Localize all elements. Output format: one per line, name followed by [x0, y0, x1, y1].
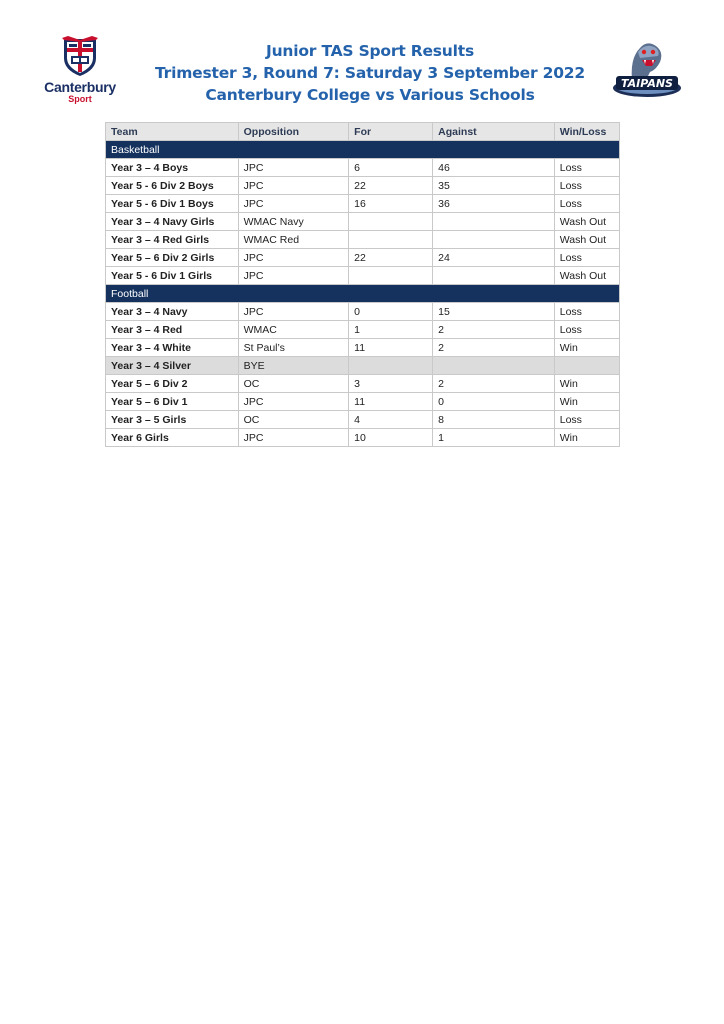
cell-team: Year 3 – 4 Boys — [106, 159, 239, 177]
table-row — [106, 357, 620, 375]
cell-team: Year 3 – 4 Silver — [106, 357, 239, 375]
cell-for — [349, 213, 433, 231]
cell-team: Year 5 – 6 Div 2 Girls — [106, 249, 239, 267]
table-row — [106, 429, 620, 447]
cell-win-loss: Loss — [554, 195, 619, 213]
cell-for: 10 — [349, 429, 433, 447]
cell-win-loss: Win — [554, 429, 619, 447]
section-row-football — [106, 285, 620, 303]
cell-win-loss: Loss — [554, 411, 619, 429]
table-row — [106, 231, 620, 249]
cell-opposition: JPC — [238, 249, 349, 267]
table-header-row — [106, 123, 620, 141]
cell-against: 35 — [433, 177, 555, 195]
results-table — [105, 122, 620, 447]
canterbury-brand-text: Canterbury — [44, 79, 116, 95]
cell-win-loss: Win — [554, 339, 619, 357]
table-row — [106, 195, 620, 213]
cell-for — [349, 231, 433, 249]
cell-opposition: JPC — [238, 429, 349, 447]
cell-win-loss: Loss — [554, 321, 619, 339]
cell-win-loss: Loss — [554, 249, 619, 267]
cell-against: 2 — [433, 375, 555, 393]
cell-team: Year 5 – 6 Div 1 — [106, 393, 239, 411]
cell-against: 2 — [433, 339, 555, 357]
crest-icon — [60, 36, 100, 78]
cell-opposition: BYE — [238, 357, 349, 375]
cell-team: Year 3 – 4 Navy — [106, 303, 239, 321]
table-row — [106, 249, 620, 267]
table-row — [106, 213, 620, 231]
cell-for: 11 — [349, 393, 433, 411]
table-row — [106, 177, 620, 195]
cell-opposition: WMAC Red — [238, 231, 349, 249]
cell-team: Year 3 – 4 Red — [106, 321, 239, 339]
cell-for: 4 — [349, 411, 433, 429]
cell-opposition: JPC — [238, 303, 349, 321]
cell-win-loss: Wash Out — [554, 267, 619, 285]
table-body — [106, 141, 620, 447]
cell-opposition: St Paul’s — [238, 339, 349, 357]
cell-for: 0 — [349, 303, 433, 321]
cell-against — [433, 213, 555, 231]
cell-against: 0 — [433, 393, 555, 411]
cell-team: Year 5 - 6 Div 2 Boys — [106, 177, 239, 195]
cell-opposition: WMAC — [238, 321, 349, 339]
title-line-2: Trimester 3, Round 7: Saturday 3 September 2022 — [155, 64, 585, 82]
cell-opposition: JPC — [238, 393, 349, 411]
cell-team: Year 5 – 6 Div 2 — [106, 375, 239, 393]
cell-for — [349, 267, 433, 285]
header-for: For — [349, 123, 433, 141]
cell-for: 22 — [349, 177, 433, 195]
cell-for: 11 — [349, 339, 433, 357]
cell-team: Year 3 – 4 Red Girls — [106, 231, 239, 249]
cell-against — [433, 357, 555, 375]
cell-opposition: JPC — [238, 267, 349, 285]
table-row — [106, 159, 620, 177]
cell-opposition: JPC — [238, 177, 349, 195]
cell-opposition: JPC — [238, 195, 349, 213]
cell-team: Year 6 Girls — [106, 429, 239, 447]
cell-win-loss — [554, 357, 619, 375]
cell-against — [433, 267, 555, 285]
canterbury-sport-logo — [40, 36, 120, 108]
taipans-logo-text: TAIPANS — [621, 77, 673, 90]
page-title — [150, 40, 590, 106]
cell-win-loss: Loss — [554, 303, 619, 321]
cell-win-loss: Win — [554, 393, 619, 411]
header-against: Against — [433, 123, 555, 141]
table-row — [106, 321, 620, 339]
table-row — [106, 267, 620, 285]
header-opposition: Opposition — [238, 123, 349, 141]
cell-against: 8 — [433, 411, 555, 429]
cell-against — [433, 231, 555, 249]
cell-team: Year 5 - 6 Div 1 Girls — [106, 267, 239, 285]
section-row-basketball — [106, 141, 620, 159]
cell-team: Year 3 – 4 White — [106, 339, 239, 357]
cell-for: 3 — [349, 375, 433, 393]
header-win-loss: Win/Loss — [554, 123, 619, 141]
cell-team: Year 3 – 4 Navy Girls — [106, 213, 239, 231]
cell-win-loss: Loss — [554, 159, 619, 177]
cell-for: 6 — [349, 159, 433, 177]
cell-for — [349, 357, 433, 375]
table-row — [106, 411, 620, 429]
cell-win-loss: Wash Out — [554, 231, 619, 249]
table-row — [106, 339, 620, 357]
header-team: Team — [106, 123, 239, 141]
cell-against: 15 — [433, 303, 555, 321]
cell-opposition: WMAC Navy — [238, 213, 349, 231]
cell-for: 22 — [349, 249, 433, 267]
section-label: Basketball — [106, 141, 620, 159]
cell-opposition: OC — [238, 411, 349, 429]
taipan-snake-icon — [610, 36, 684, 102]
taipans-logo — [610, 36, 684, 102]
cell-for: 1 — [349, 321, 433, 339]
cell-team: Year 3 – 5 Girls — [106, 411, 239, 429]
cell-against: 46 — [433, 159, 555, 177]
title-line-3: Canterbury College vs Various Schools — [205, 86, 535, 104]
cell-team: Year 5 - 6 Div 1 Boys — [106, 195, 239, 213]
table-row — [106, 393, 620, 411]
cell-against: 1 — [433, 429, 555, 447]
table-row — [106, 375, 620, 393]
cell-against: 24 — [433, 249, 555, 267]
cell-opposition: JPC — [238, 159, 349, 177]
cell-win-loss: Loss — [554, 177, 619, 195]
cell-for: 16 — [349, 195, 433, 213]
cell-opposition: OC — [238, 375, 349, 393]
title-line-1: Junior TAS Sport Results — [266, 42, 474, 60]
cell-against: 36 — [433, 195, 555, 213]
sport-subtext: Sport — [68, 94, 92, 104]
table-row — [106, 303, 620, 321]
section-label: Football — [106, 285, 620, 303]
cell-against: 2 — [433, 321, 555, 339]
cell-win-loss: Wash Out — [554, 213, 619, 231]
cell-win-loss: Win — [554, 375, 619, 393]
